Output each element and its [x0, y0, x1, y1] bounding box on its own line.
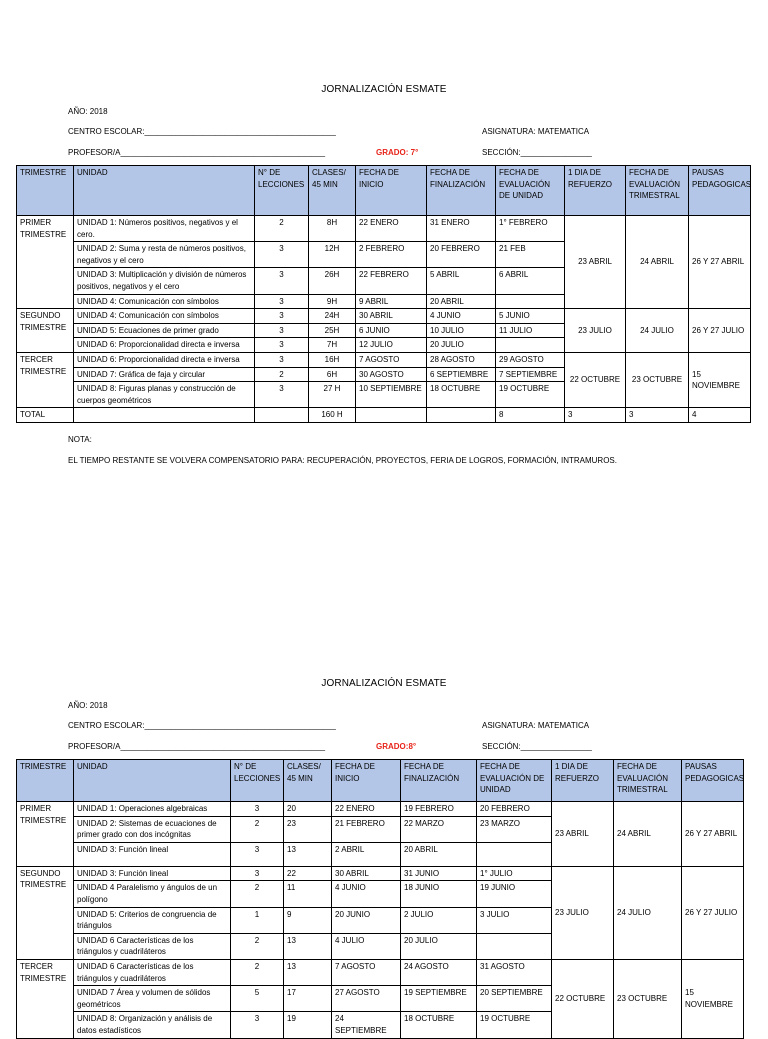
classes-cell: 16H: [309, 352, 356, 367]
total-trimester-eval-cell: 3: [626, 408, 689, 423]
end-date-cell: 18 OCTUBRE: [427, 382, 496, 408]
table-row: [17, 309, 751, 324]
end-date-cell: 20 ABRIL: [427, 294, 496, 309]
header-cell: UNIDAD: [74, 760, 231, 802]
classes-cell: 22: [284, 866, 332, 881]
note-text: EL TIEMPO RESTANTE SE VOLVERA COMPENSATORIO PARA: RECUPERACIÓN, PROYECTOS, FERIA DE LOGROS, FORMACIÓN, INTRAMUROS.: [68, 456, 617, 465]
unit-cell: UNIDAD 7 Área y volumen de sólidos geométricos: [74, 986, 231, 1012]
end-date-cell: 31 JUNIO: [401, 866, 477, 881]
total-unit-cell: [74, 408, 255, 423]
refuerzo-cell: 22 OCTUBRE: [552, 959, 614, 1038]
end-date-cell: 20 JULIO: [401, 933, 477, 959]
eval-date-cell: 7 SEPTIEMBRE: [496, 367, 565, 382]
lessons-cell: 2: [255, 367, 309, 382]
end-date-cell: 20 FEBRERO: [427, 242, 496, 268]
lessons-cell: 3: [255, 338, 309, 353]
unit-cell: UNIDAD 4: Comunicación con símbolos: [74, 294, 255, 309]
eval-date-cell: [496, 338, 565, 353]
eval-date-cell: 11 JULIO: [496, 323, 565, 338]
unit-cell: UNIDAD 7: Gráfica de faja y circular: [74, 367, 255, 382]
unit-cell: UNIDAD 8: Figuras planas y construcción de cuerpos geométricos: [74, 382, 255, 408]
unit-cell: UNIDAD 6: Proporcionalidad directa e inversa: [74, 338, 255, 353]
subject-label: ASIGNATURA: MATEMATICA: [482, 721, 590, 730]
start-date-cell: 30 AGOSTO: [356, 367, 427, 382]
start-date-cell: 12 JULIO: [356, 338, 427, 353]
section-field: SECCIÓN:________________: [482, 742, 592, 751]
refuerzo-cell: 23 JULIO: [552, 866, 614, 959]
eval-date-cell: 21 FEB: [496, 242, 565, 268]
refuerzo-cell: 23 ABRIL: [565, 216, 626, 309]
pausas-cell: 26 Y 27 ABRIL: [682, 802, 744, 867]
end-date-cell: 19 FEBRERO: [401, 802, 477, 817]
end-date-cell: 20 ABRIL: [401, 842, 477, 866]
end-date-cell: 6 SEPTIEMBRE: [427, 367, 496, 382]
unit-cell: UNIDAD 1: Operaciones algebraicas: [74, 802, 231, 817]
table-row: [17, 802, 744, 817]
start-date-cell: 9 ABRIL: [356, 294, 427, 309]
trimester-cell: SEGUNDO TRIMESTRE: [17, 309, 74, 353]
header-cell: UNIDAD: [74, 166, 255, 216]
refuerzo-cell: 22 OCTUBRE: [565, 352, 626, 407]
trimester-eval-cell: 23 OCTUBRE: [626, 352, 689, 407]
teacher-field: PROFESOR/A______________________________________________: [68, 742, 326, 751]
total-label-cell: TOTAL: [17, 408, 74, 423]
trimester-cell: TERCER TRIMESTRE: [17, 959, 74, 1038]
table-header-row: [17, 166, 751, 216]
lessons-cell: 3: [255, 268, 309, 294]
total-row: [17, 408, 751, 423]
lessons-cell: 2: [231, 816, 284, 842]
lessons-cell: 3: [255, 242, 309, 268]
eval-date-cell: 20 SEPTIEMBRE: [477, 986, 552, 1012]
header-cell: FECHA DE EVALUACIÓN DE UNIDAD: [496, 166, 565, 216]
eval-date-cell: 1° FEBRERO: [496, 216, 565, 242]
total-eval-cell: 8: [496, 408, 565, 423]
trimester-eval-cell: 24 ABRIL: [626, 216, 689, 309]
unit-cell: UNIDAD 8: Organización y análisis de datos estadísticos: [74, 1012, 231, 1038]
header-cell: FECHA DE INICIO: [356, 166, 427, 216]
header-cell: TRIMESTRE: [17, 166, 74, 216]
start-date-cell: 4 JULIO: [332, 933, 401, 959]
year-label: AÑO: 2018: [68, 107, 108, 116]
unit-cell: UNIDAD 2: Sistemas de ecuaciones de primer grado con dos incógnitas: [74, 816, 231, 842]
trimester-eval-cell: 24 JULIO: [626, 309, 689, 353]
classes-cell: 12H: [309, 242, 356, 268]
lessons-cell: 1: [231, 907, 284, 933]
end-date-cell: 20 JULIO: [427, 338, 496, 353]
header-cell: TRIMESTRE: [17, 760, 74, 802]
eval-date-cell: [477, 842, 552, 866]
total-refuerzo-cell: 3: [565, 408, 626, 423]
unit-cell: UNIDAD 6: Proporcionalidad directa e inversa: [74, 352, 255, 367]
start-date-cell: 22 ENERO: [356, 216, 427, 242]
end-date-cell: 24 AGOSTO: [401, 959, 477, 985]
lessons-cell: 3: [255, 352, 309, 367]
end-date-cell: 19 SEPTIEMBRE: [401, 986, 477, 1012]
lessons-cell: 3: [231, 842, 284, 866]
start-date-cell: 24 SEPTIEMBRE: [332, 1012, 401, 1038]
end-date-cell: 18 OCTUBRE: [401, 1012, 477, 1038]
teacher-field: PROFESOR/A______________________________________________: [68, 148, 326, 157]
pausas-cell: 26 Y 27 JULIO: [682, 866, 744, 959]
trimester-eval-cell: 24 JULIO: [614, 866, 682, 959]
table-row: [17, 352, 751, 367]
start-date-cell: 10 SEPTIEMBRE: [356, 382, 427, 408]
start-date-cell: 22 FEBRERO: [356, 268, 427, 294]
unit-cell: UNIDAD 5: Criterios de congruencia de triángulos: [74, 907, 231, 933]
unit-cell: UNIDAD 6 Características de los triángulos y cuadriláteros: [74, 933, 231, 959]
header-cell: FECHA DE EVALUACIÓN TRIMESTRAL: [626, 166, 689, 216]
lessons-cell: 2: [231, 933, 284, 959]
refuerzo-cell: 23 JULIO: [565, 309, 626, 353]
classes-cell: 6H: [309, 367, 356, 382]
trimester-cell: SEGUNDO TRIMESTRE: [17, 866, 74, 959]
lessons-cell: 3: [255, 309, 309, 324]
classes-cell: 9H: [309, 294, 356, 309]
eval-date-cell: 6 ABRIL: [496, 268, 565, 294]
end-date-cell: 31 ENERO: [427, 216, 496, 242]
unit-cell: UNIDAD 4 Paralelismo y ángulos de un polígono: [74, 881, 231, 907]
pausas-cell: 15 NOVIEMBRE: [689, 352, 751, 407]
classes-cell: 27 H: [309, 382, 356, 408]
unit-cell: UNIDAD 6 Características de los triángulos y cuadriláteros: [74, 959, 231, 985]
document-title: JORNALIZACIÓN ESMATE: [321, 678, 447, 689]
classes-cell: 9: [284, 907, 332, 933]
header-cell: FECHA DE FINALIZACIÓN: [427, 166, 496, 216]
start-date-cell: 20 JUNIO: [332, 907, 401, 933]
classes-cell: 7H: [309, 338, 356, 353]
start-date-cell: 2 FEBRERO: [356, 242, 427, 268]
pausas-cell: 26 Y 27 ABRIL: [689, 216, 751, 309]
schedule-table: [16, 759, 744, 1039]
end-date-cell: 10 JULIO: [427, 323, 496, 338]
total-classes-cell: 160 H: [309, 408, 356, 423]
unit-cell: UNIDAD 3: Función lineal: [74, 842, 231, 866]
eval-date-cell: 31 AGOSTO: [477, 959, 552, 985]
start-date-cell: 22 ENERO: [332, 802, 401, 817]
unit-cell: UNIDAD 3: Función lineal: [74, 866, 231, 881]
lessons-cell: 3: [231, 1012, 284, 1038]
header-cell: CLASES/ 45 MIN: [309, 166, 356, 216]
start-date-cell: 6 JUNIO: [356, 323, 427, 338]
total-pausas-cell: 4: [689, 408, 751, 423]
classes-cell: 11: [284, 881, 332, 907]
header-cell: N° DE LECCIONES: [255, 166, 309, 216]
trimester-cell: TERCER TRIMESTRE: [17, 352, 74, 407]
start-date-cell: 27 AGOSTO: [332, 986, 401, 1012]
header-cell: FECHA DE EVALUACIÓN DE UNIDAD: [477, 760, 552, 802]
unit-cell: UNIDAD 4: Comunicación con símbolos: [74, 309, 255, 324]
classes-cell: 26H: [309, 268, 356, 294]
school-field: CENTRO ESCOLAR:___________________________________________: [68, 721, 336, 730]
header-cell: FECHA DE EVALUACIÓN TRIMESTRAL: [614, 760, 682, 802]
header-cell: 1 DIA DE REFUERZO: [552, 760, 614, 802]
eval-date-cell: 5 JUNIO: [496, 309, 565, 324]
schedule-table: [16, 165, 751, 423]
classes-cell: 23: [284, 816, 332, 842]
classes-cell: 13: [284, 959, 332, 985]
document-title: JORNALIZACIÓN ESMATE: [321, 84, 447, 95]
start-date-cell: 2 ABRIL: [332, 842, 401, 866]
header-cell: N° DE LECCIONES: [231, 760, 284, 802]
header-cell: CLASES/ 45 MIN: [284, 760, 332, 802]
section-field: SECCIÓN:________________: [482, 148, 592, 157]
classes-cell: 24H: [309, 309, 356, 324]
end-date-cell: 4 JUNIO: [427, 309, 496, 324]
refuerzo-cell: 23 ABRIL: [552, 802, 614, 867]
header-cell: 1 DIA DE REFUERZO: [565, 166, 626, 216]
end-date-cell: 2 JULIO: [401, 907, 477, 933]
trimester-eval-cell: 23 OCTUBRE: [614, 959, 682, 1038]
start-date-cell: 30 ABRIL: [356, 309, 427, 324]
unit-cell: UNIDAD 3: Multiplicación y división de números positivos, negativos y el cero: [74, 268, 255, 294]
eval-date-cell: 1° JULIO: [477, 866, 552, 881]
year-label: AÑO: 2018: [68, 701, 108, 710]
header-cell: PAUSAS PEDAGOGICAS: [689, 166, 751, 216]
classes-cell: 13: [284, 842, 332, 866]
start-date-cell: 30 ABRIL: [332, 866, 401, 881]
start-date-cell: 21 FEBRERO: [332, 816, 401, 842]
table-row: [17, 959, 744, 985]
end-date-cell: 28 AGOSTO: [427, 352, 496, 367]
lessons-cell: 2: [231, 881, 284, 907]
lessons-cell: 2: [231, 959, 284, 985]
header-cell: FECHA DE FINALIZACIÓN: [401, 760, 477, 802]
lessons-cell: 2: [255, 216, 309, 242]
subject-label: ASIGNATURA: MATEMATICA: [482, 127, 590, 136]
start-date-cell: 7 AGOSTO: [332, 959, 401, 985]
total-lessons-cell: [255, 408, 309, 423]
note-label: NOTA:: [68, 435, 92, 444]
eval-date-cell: [477, 933, 552, 959]
classes-cell: 17: [284, 986, 332, 1012]
total-start-cell: [356, 408, 427, 423]
eval-date-cell: [496, 294, 565, 309]
lessons-cell: 3: [231, 866, 284, 881]
lessons-cell: 3: [255, 323, 309, 338]
start-date-cell: 4 JUNIO: [332, 881, 401, 907]
trimester-cell: PRIMER TRIMESTRE: [17, 802, 74, 867]
table-header-row: [17, 760, 744, 802]
lessons-cell: 3: [255, 294, 309, 309]
start-date-cell: 7 AGOSTO: [356, 352, 427, 367]
grade-label: GRADO:8°: [376, 742, 417, 751]
eval-date-cell: 23 MARZO: [477, 816, 552, 842]
lessons-cell: 5: [231, 986, 284, 1012]
pausas-cell: 15 NOVIEMBRE: [682, 959, 744, 1038]
eval-date-cell: 20 FEBRERO: [477, 802, 552, 817]
unit-cell: UNIDAD 1: Números positivos, negativos y el cero.: [74, 216, 255, 242]
pausas-cell: 26 Y 27 JULIO: [689, 309, 751, 353]
total-end-cell: [427, 408, 496, 423]
lessons-cell: 3: [231, 802, 284, 817]
classes-cell: 25H: [309, 323, 356, 338]
eval-date-cell: 19 OCTUBRE: [477, 1012, 552, 1038]
classes-cell: 19: [284, 1012, 332, 1038]
classes-cell: 8H: [309, 216, 356, 242]
header-cell: FECHA DE INICIO: [332, 760, 401, 802]
lessons-cell: 3: [255, 382, 309, 408]
table-row: [17, 216, 751, 242]
school-field: CENTRO ESCOLAR:___________________________________________: [68, 127, 336, 136]
classes-cell: 20: [284, 802, 332, 817]
unit-cell: UNIDAD 5: Ecuaciones de primer grado: [74, 323, 255, 338]
header-cell: PAUSAS PEDAGOGICAS: [682, 760, 744, 802]
eval-date-cell: 19 OCTUBRE: [496, 382, 565, 408]
end-date-cell: 5 ABRIL: [427, 268, 496, 294]
end-date-cell: 22 MARZO: [401, 816, 477, 842]
eval-date-cell: 19 JUNIO: [477, 881, 552, 907]
end-date-cell: 18 JUNIO: [401, 881, 477, 907]
table-row: [17, 866, 744, 881]
classes-cell: 13: [284, 933, 332, 959]
trimester-eval-cell: 24 ABRIL: [614, 802, 682, 867]
eval-date-cell: 29 AGOSTO: [496, 352, 565, 367]
trimester-cell: PRIMER TRIMESTRE: [17, 216, 74, 309]
grade-label: GRADO: 7°: [376, 148, 419, 157]
eval-date-cell: 3 JULIO: [477, 907, 552, 933]
unit-cell: UNIDAD 2: Suma y resta de números positivos, negativos y el cero: [74, 242, 255, 268]
